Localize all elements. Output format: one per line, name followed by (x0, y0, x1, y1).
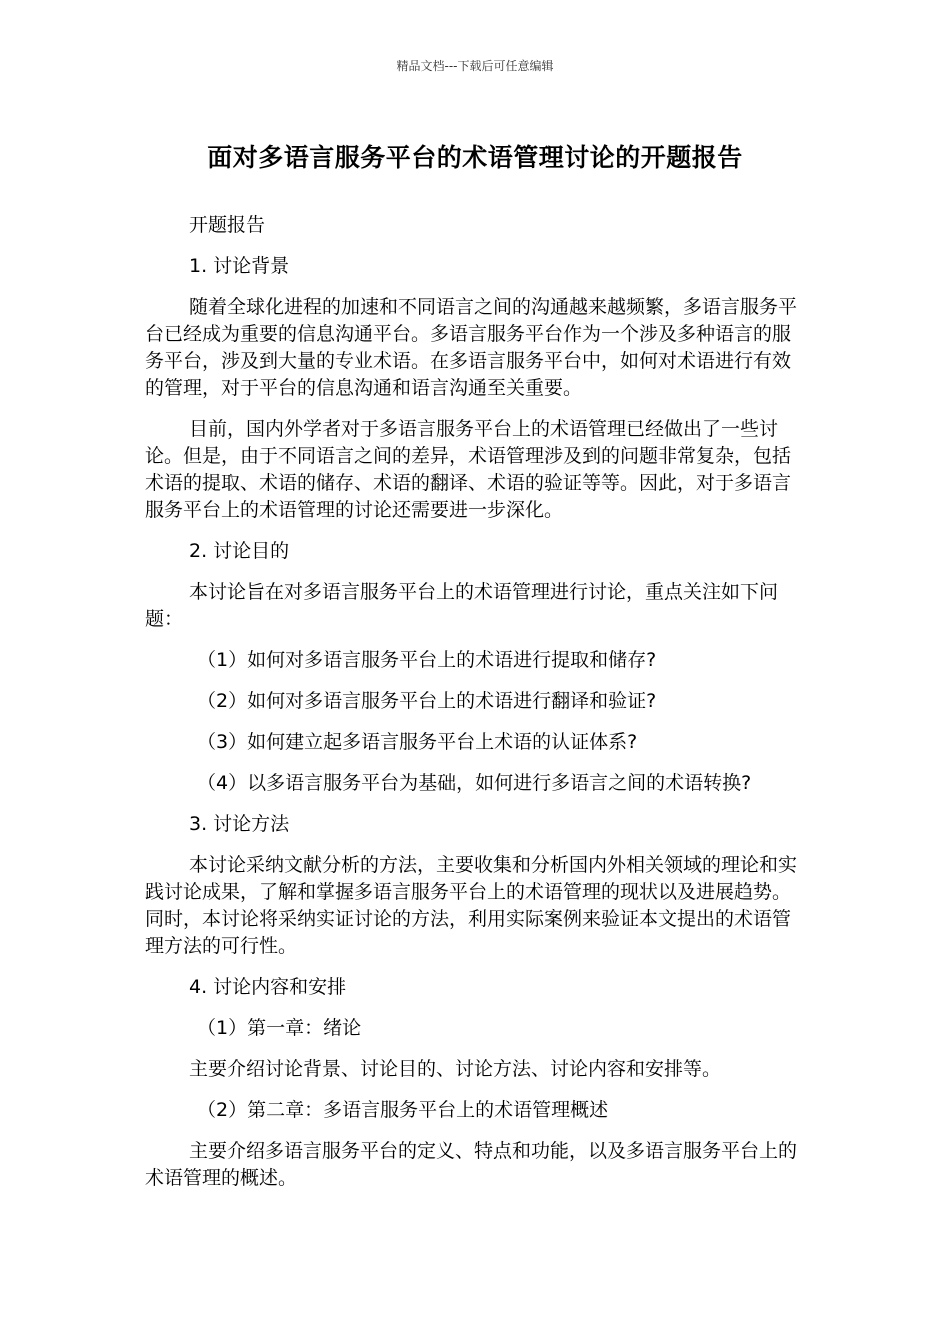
paragraph-chapter-2: 主要介绍多语言服务平台的定义、特点和功能，以及多语言服务平台上的术语管理的概述。 (145, 1140, 798, 1189)
chapter-item-1: （1）第一章：绪论 (197, 1017, 362, 1039)
question-item-1: （1）如何对多语言服务平台上的术语进行提取和储存? (197, 649, 657, 671)
section-heading-content: 4. 讨论内容和安排 (189, 976, 347, 998)
paragraph-background-2: 目前，国内外学者对于多语言服务平台上的术语管理已经做出了一些讨论。但是，由于不同语言之间的差异，术语管理涉及到的问题非常复杂，包括术语的提取、术语的储存、术语的翻译、术语的验证等等。因此，对于多语言服务平台上的术语管理的讨论还需要进一步深化。 (145, 418, 792, 521)
paragraph-chapter-1: 主要介绍讨论背景、讨论目的、讨论方法、讨论内容和安排等。 (189, 1058, 722, 1080)
question-item-3: （3）如何建立起多语言服务平台上术语的认证体系? (197, 731, 638, 753)
section-heading-method: 3. 讨论方法 (189, 813, 290, 835)
chapter-item-2: （2）第二章：多语言服务平台上的术语管理概述 (197, 1099, 609, 1121)
section-label-report: 开题报告 (189, 214, 266, 236)
header-note: 精品文档---下载后可任意编辑 (396, 59, 554, 73)
section-heading-background: 1. 讨论背景 (189, 255, 290, 277)
document-title: 面对多语言服务平台的术语管理讨论的开题报告 (207, 143, 743, 172)
question-item-2: （2）如何对多语言服务平台上的术语进行翻译和验证? (197, 690, 657, 712)
paragraph-method: 本讨论采纳文献分析的方法，主要收集和分析国内外相关领域的理论和实践讨论成果，了解和掌握多语言服务平台上的术语管理的现状以及进展趋势。同时，本讨论将采纳实证讨论的方法，利用实际案例来验证本文提出的术语管理方法的可行性。 (145, 854, 798, 957)
paragraph-background-1: 随着全球化进程的加速和不同语言之间的沟通越来越频繁，多语言服务平台已经成为重要的信息沟通平台。多语言服务平台作为一个涉及多种语言的服务平台，涉及到大量的专业术语。在多语言服务平台中，如何对术语进行有效的管理，对于平台的信息沟通和语言沟通至关重要。 (145, 296, 798, 399)
section-heading-purpose: 2. 讨论目的 (189, 540, 290, 562)
document-body (145, 212, 805, 1192)
paragraph-purpose: 本讨论旨在对多语言服务平台上的术语管理进行讨论，重点关注如下问题： (145, 581, 779, 630)
question-item-4: （4）以多语言服务平台为基础，如何进行多语言之间的术语转换? (197, 772, 752, 794)
